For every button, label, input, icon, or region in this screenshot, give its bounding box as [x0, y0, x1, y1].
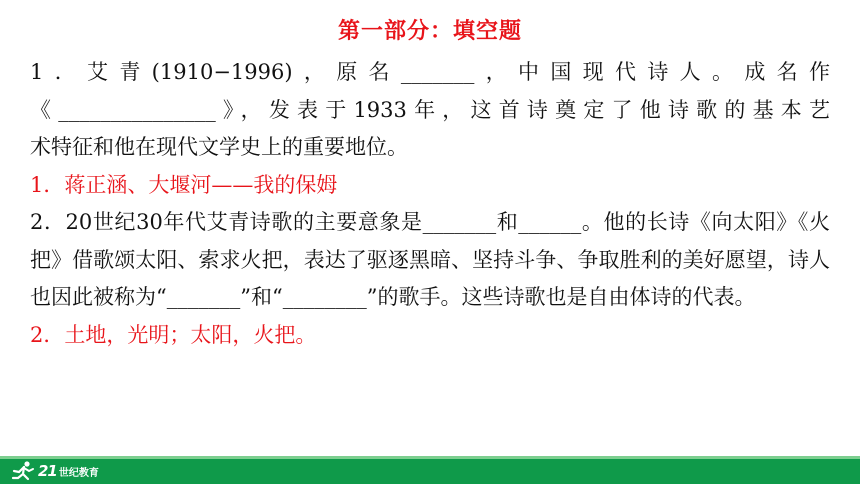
question-1-line-1: 1．艾青(1910−1996)，原名_______，中国现代诗人。成名作	[30, 60, 830, 84]
section-title: 第一部分：填空题	[337, 18, 522, 44]
answer-2: 2．土地，光明；太阳，火把。	[30, 322, 317, 347]
brand-logo	[10, 460, 99, 482]
question-1-line-3: 术特征和他在现代文学史上的重要地位。	[30, 135, 408, 159]
answer-1: 1．蒋正涵、大堰河——我的保姆	[30, 172, 338, 197]
logo-subtext: 世纪教育	[58, 467, 99, 479]
logo-text: 21	[38, 462, 57, 480]
question-2: 2．20世纪30年代艾青诗歌的主要意象是_______和______。他的长诗《向太阳》《火把》借歌颂太阳、索求火把，表达了驱逐黑暗、坚持斗争、争取胜利的美好愿望，诗人也因此被称为“_______”和“________”的歌手。这些诗歌也是自由体诗的代表。	[30, 210, 830, 309]
footer-bar	[0, 456, 860, 484]
footer-stripe	[0, 456, 860, 459]
question-1-line-2: 《_______________》，发表于1933年，这首诗奠定了他诗歌的基本艺	[30, 97, 830, 122]
runner-icon	[10, 460, 36, 482]
question-list	[30, 54, 830, 354]
